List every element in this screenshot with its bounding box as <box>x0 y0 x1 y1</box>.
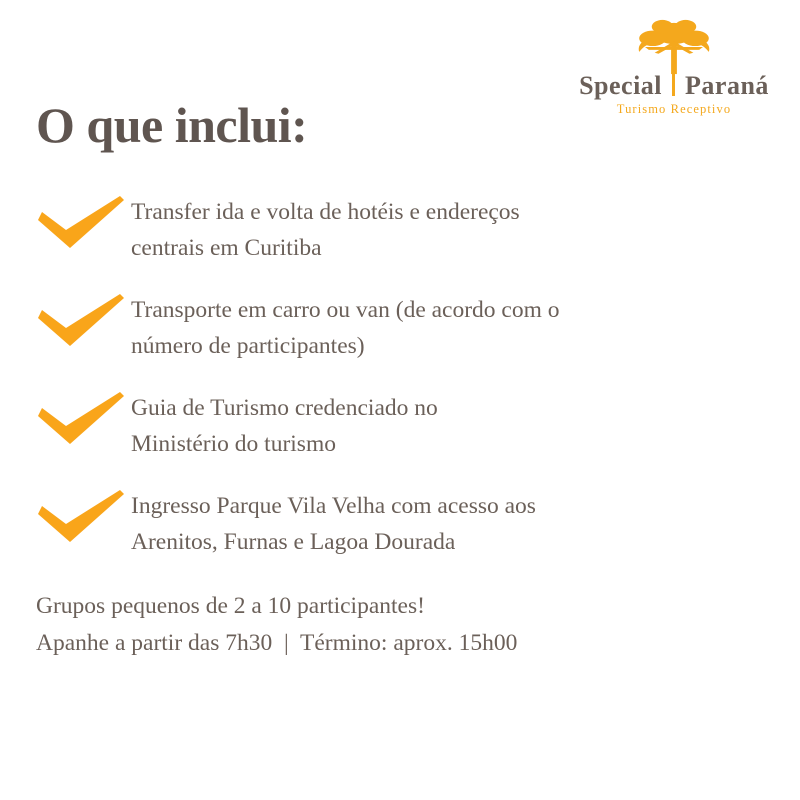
list-item <box>36 388 766 462</box>
list-item-line-1: Transporte em carro ou van (de acordo com o <box>131 297 560 323</box>
logo-word-right: Paraná <box>685 71 769 100</box>
list-item-text <box>131 192 520 266</box>
list-item-line-2: Arenitos, Furnas e Lagoa Dourada <box>131 529 456 555</box>
tree-icon <box>616 18 732 76</box>
check-icon <box>36 486 131 546</box>
list-item <box>36 192 766 266</box>
list-item-line-2: Ministério do turismo <box>131 431 336 457</box>
check-icon <box>36 388 131 448</box>
logo-divider <box>672 72 675 96</box>
list-item-line-1: Guia de Turismo credenciado no <box>131 395 438 421</box>
check-icon <box>36 290 131 350</box>
list-item-line-2: número de participantes) <box>131 333 365 359</box>
inclusions-list <box>36 192 766 584</box>
footer-line-1: Grupos pequenos de 2 a 10 participantes! <box>36 593 425 619</box>
list-item-text <box>131 486 536 560</box>
brand-logo <box>574 18 774 117</box>
page-title: O que inclui: <box>36 97 308 153</box>
list-item <box>36 486 766 560</box>
list-item-text <box>131 388 438 462</box>
footer-note <box>36 588 517 662</box>
check-icon <box>36 192 131 252</box>
logo-tagline: Turismo Receptivo <box>616 102 732 116</box>
list-item-line-1: Ingresso Parque Vila Velha com acesso aos <box>131 493 536 519</box>
list-item-line-1: Transfer ida e volta de hotéis e endereços <box>131 199 520 225</box>
footer-line-2: Apanhe a partir das 7h30 | Término: aprox. 15h00 <box>36 630 518 656</box>
logo-word-left: Special <box>579 71 663 100</box>
list-item <box>36 290 766 364</box>
list-item-line-2: centrais em Curitiba <box>131 235 322 261</box>
list-item-text <box>131 290 560 364</box>
